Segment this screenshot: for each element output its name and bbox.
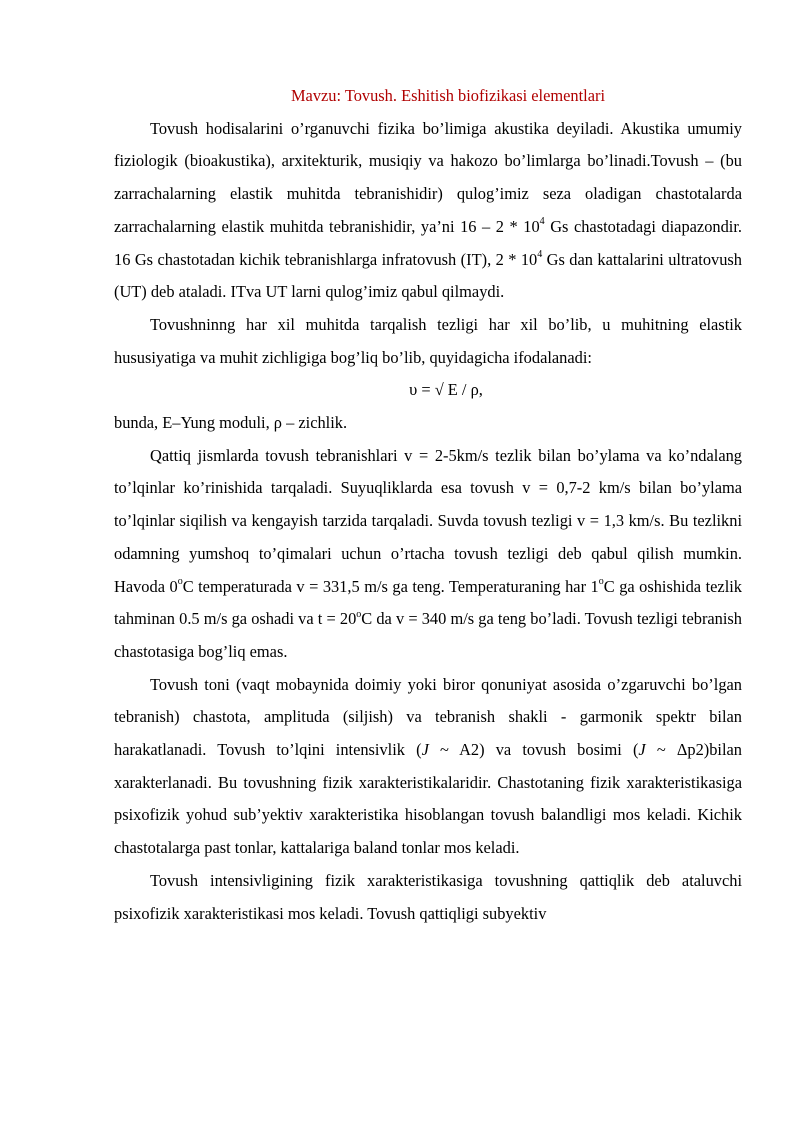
text-run: C ga oshishida tezlik tahminan 0.5 m/s ga oshadi va t = 20 (114, 576, 742, 629)
exponent: 4 (537, 249, 543, 261)
exponent: 4 (539, 216, 545, 228)
paragraph-tone (114, 669, 742, 865)
text-run: C temperaturada v = 331,5 m/s ga teng. Temperaturaning har 1 (182, 576, 599, 596)
formula-legend: bunda, E–Yung moduli, ρ – zichlik. (114, 413, 348, 433)
degree-mark: o (598, 576, 604, 588)
text-run: Tovush hodisalarini o’rganuvchi fizika bo’limiga akustika deyiladi. Akustika umumiy fiziologik (bioakustika), arxitekturik, musiqiy va hakozo bo’limlarga bo’linadi.Tovush – (bu zarrachalarning elastik muhitda tebranishidir) qulog’imiz seza oladigan chastotalarda zarrachalarning elastik muhitda tebranishidir, ya’ni 16 – 2 * 10 (114, 118, 742, 236)
degree-mark: o (356, 608, 362, 620)
paragraph-speed: Tovushninng har xil muhitda tarqalish tezligi har xil bo’lib, u muhitning elastik hususiyatiga va muhit zichligiga bog’liq bo’lib, quyidagicha ifodalanadi: (114, 314, 742, 367)
page-title: Mavzu: Tovush. Eshitish biofizikasi elementlari (290, 86, 605, 105)
text-run: Gs chastotadagi diapazondir. 16 Gs chastotadan kichik tebranishlarga infratovush (IT), 2 * 10 (114, 216, 742, 269)
text-run: ~ Δp2)bilan xarakterlanadi. Bu tovushning fizik xarakteristikalaridir. Chastotaning fizik xarakteristikasiga psixofizik yohud sub’yektiv xarakteristika hisoblangan tovush balandligi mos keladi. Kichik chastotalarga past tonlar, kattalariga baland tonlar mos keladi. (114, 740, 742, 858)
paragraph-media (114, 440, 742, 669)
text-run: Tovush toni (vaqt mobaynida doimiy yoki biror qonuniyat asosida o’zgaruvchi bo’lgan tebranish) chastota, amplituda (siljish) va tebranish shakli - garmonik spektr bilan harakatlanadi. Tovush to’lqini intensivlik ( (114, 674, 742, 760)
intensity-symbol: J (421, 740, 429, 760)
text-run: ~ A2) va tovush bosimi ( (428, 740, 639, 760)
text-run: C da v = 340 m/s ga teng bo’ladi. Tovush tezligi tebranish chastotasiga bog’liq emas. (114, 609, 743, 661)
degree-mark: o (177, 576, 183, 588)
text-run: Qattiq jismlarda tovush tebranishlari v = 2-5km/s tezlik bilan bo’ylama va ko’ndalang to’lqinlar ko’rinishida tarqaladi. Suyuqliklarda esa tovush v = 0,7-2 km/s bilan bo’ylama to’lqinlar siqilish va kengayish tarzida tarqaladi. Suvda tovush tezligi v = 1,3 km/s. Bu tezlikni odamning yumshoq to’qimalari uchun o’rtacha tovush tezligi deb qabul qilish mumkin. Havoda 0 (114, 445, 742, 596)
document-page (114, 80, 742, 930)
intensity-symbol: J (638, 740, 646, 760)
formula: υ = √ E / ρ, (409, 380, 483, 400)
text-run: Gs dan kattalarini ultratovush (UT) deb ataladi. ITva UT larni qulog’imiz qabul qilmaydi. (114, 249, 742, 302)
paragraph-intro (114, 113, 742, 309)
paragraph-loudness: Tovush intensivligining fizik xarakteristikasiga tovushning qattiqlik deb ataluvchi psixofizik xarakteristikasi mos keladi. Tovush qattiqligi subyektiv (114, 870, 742, 923)
